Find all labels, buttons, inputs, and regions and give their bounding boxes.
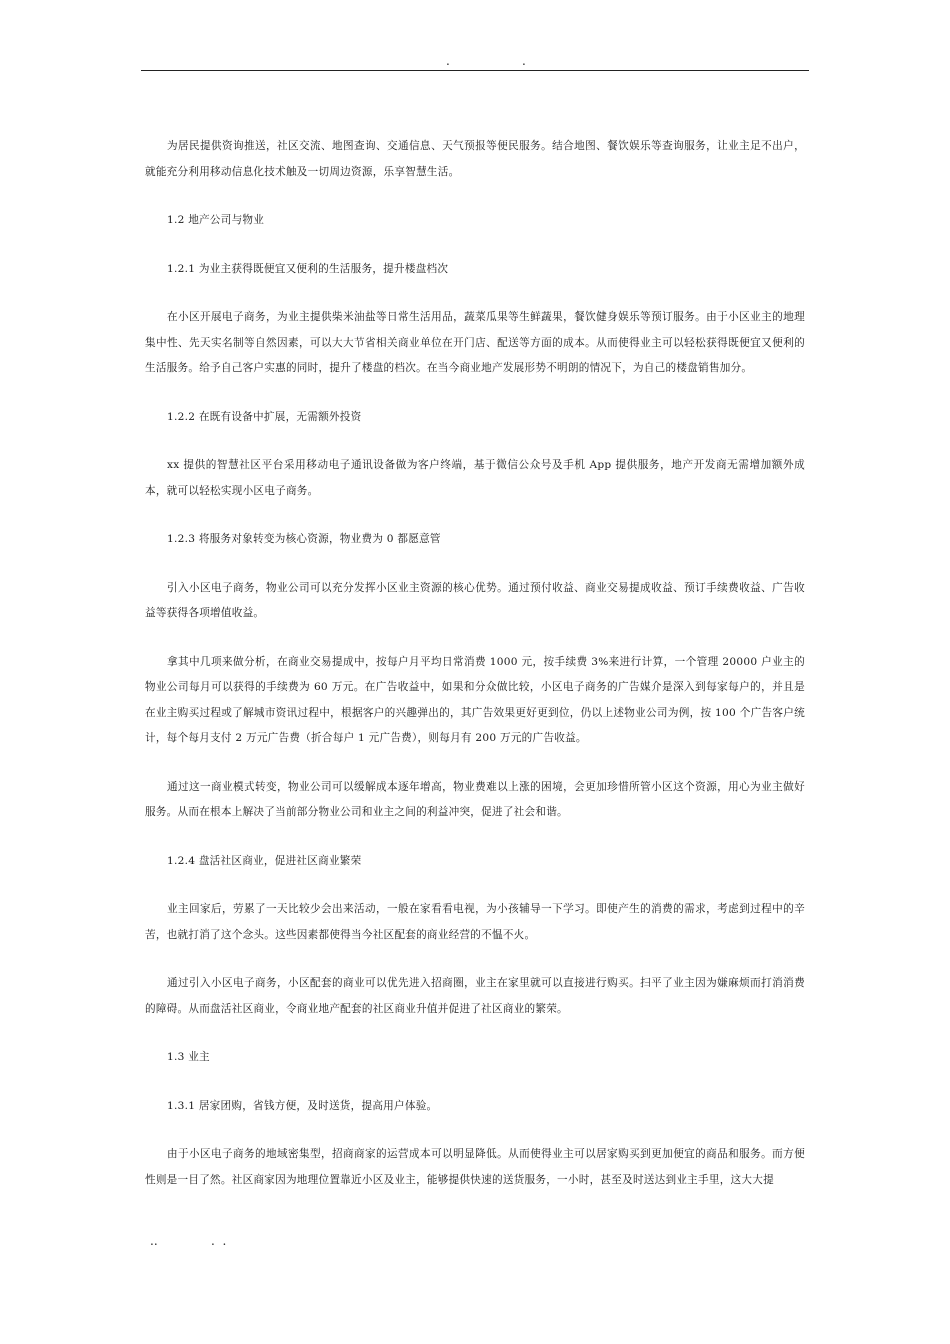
footer-marks: .. . .	[150, 1234, 227, 1248]
subsection-heading: 1.2.4 盘活社区商业，促进社区商业繁荣	[167, 854, 362, 867]
document-body	[145, 134, 805, 1193]
paragraph: 引入小区电子商务，物业公司可以充分发挥小区业主资源的核心优势。通过预付收益、商业交易提成收益、预订手续费收益、广告收益等获得各项增值收益。	[145, 581, 805, 619]
paragraph: xx 提供的智慧社区平台采用移动电子通讯设备做为客户终端，基于微信公众号及手机 App 提供服务，地产开发商无需增加额外成本，就可以轻松实现小区电子商务。	[145, 459, 805, 497]
section-heading: 1.3 业主	[167, 1051, 210, 1063]
header-mark-right: .	[522, 54, 526, 68]
paragraph: 由于小区电子商务的地域密集型，招商商家的运营成本可以明显降低。从而使得业主可以居家购买到更加便宜的商品和服务。而方便性则是一目了然。社区商家因为地理位置靠近小区及业主，能够提供快速的送货服务，一小时，甚至及时送达到业主手里，这大大提	[145, 1148, 805, 1186]
subsection-heading: 1.2.2 在既有设备中扩展，无需额外投资	[167, 410, 362, 423]
paragraph: 拿其中几项来做分析，在商业交易提成中，按每户月平均日常消费 1000 元，按手续费 3%来进行计算，一个管理 20000 户业主的物业公司每月可以获得的手续费为 60 万元。在广告收益中，如果和分众做比较，小区电子商务的广告媒介是深入到每家每户的，并且是在业主购买过程或了解城市资讯过程中，根据客户的兴趣弹出的，其广告效果更好更到位，仍以上述物业公司为例，按 100 个广告客户统计，每个每月支付 2 万元广告费（折合每户 1 元广告费），则每月有 200 万元的广告收益。	[145, 655, 805, 744]
paragraph: 业主回家后，劳累了一天比较少会出来活动，一般在家看看电视，为小孩辅导一下学习。即使产生的消费的需求，考虑到过程中的辛苦，也就打消了这个念头。这些因素都使得当今社区配套的商业经营的不愠不火。	[145, 903, 805, 941]
header-mark-left: .	[446, 54, 450, 68]
paragraph: 通过这一商业模式转变，物业公司可以缓解成本逐年增高，物业费难以上涨的困境，会更加珍惜所管小区这个资源，用心为业主做好服务。从而在根本上解决了当前部分物业公司和业主之间的利益冲突，促进了社会和谐。	[145, 780, 805, 818]
paragraph: 为居民提供资询推送，社区交流、地图查询、交通信息、天气预报等便民服务。结合地图、餐饮娱乐等查询服务，让业主足不出户，就能充分利用移动信息化技术触及一切周边资源，乐享智慧生活。	[145, 140, 805, 178]
section-heading: 1.2 地产公司与物业	[167, 214, 265, 226]
subsection-heading: 1.2.1 为业主获得既便宜又便利的生活服务，提升楼盘档次	[167, 262, 449, 275]
subsection-heading: 1.2.3 将服务对象转变为核心资源，物业费为 0 都愿意管	[167, 533, 441, 545]
paragraph: 通过引入小区电子商务，小区配套的商业可以优先进入招商圈，业主在家里就可以直接进行购买。扫平了业主因为嫌麻烦而打消消费的障碍。从而盘活社区商业，令商业地产配套的社区商业升值并促进了社区商业的繁荣。	[145, 977, 805, 1015]
subsection-heading: 1.3.1 居家团购，省钱方便，及时送货，提高用户体验。	[167, 1099, 438, 1112]
header-rule	[141, 70, 809, 71]
paragraph: 在小区开展电子商务，为业主提供柴米油盐等日常生活用品，蔬菜瓜果等生鲜蔬果，餐饮健身娱乐等预订服务。由于小区业主的地理集中性、先天实名制等自然因素，可以大大节省相关商业单位在开门店、配送等方面的成本。从而使得业主可以轻松获得既便宜又便利的生活服务。给予自己客户实惠的同时，提升了楼盘的档次。在当今商业地产发展形势不明朗的情况下，为自己的楼盘销售加分。	[145, 311, 805, 374]
